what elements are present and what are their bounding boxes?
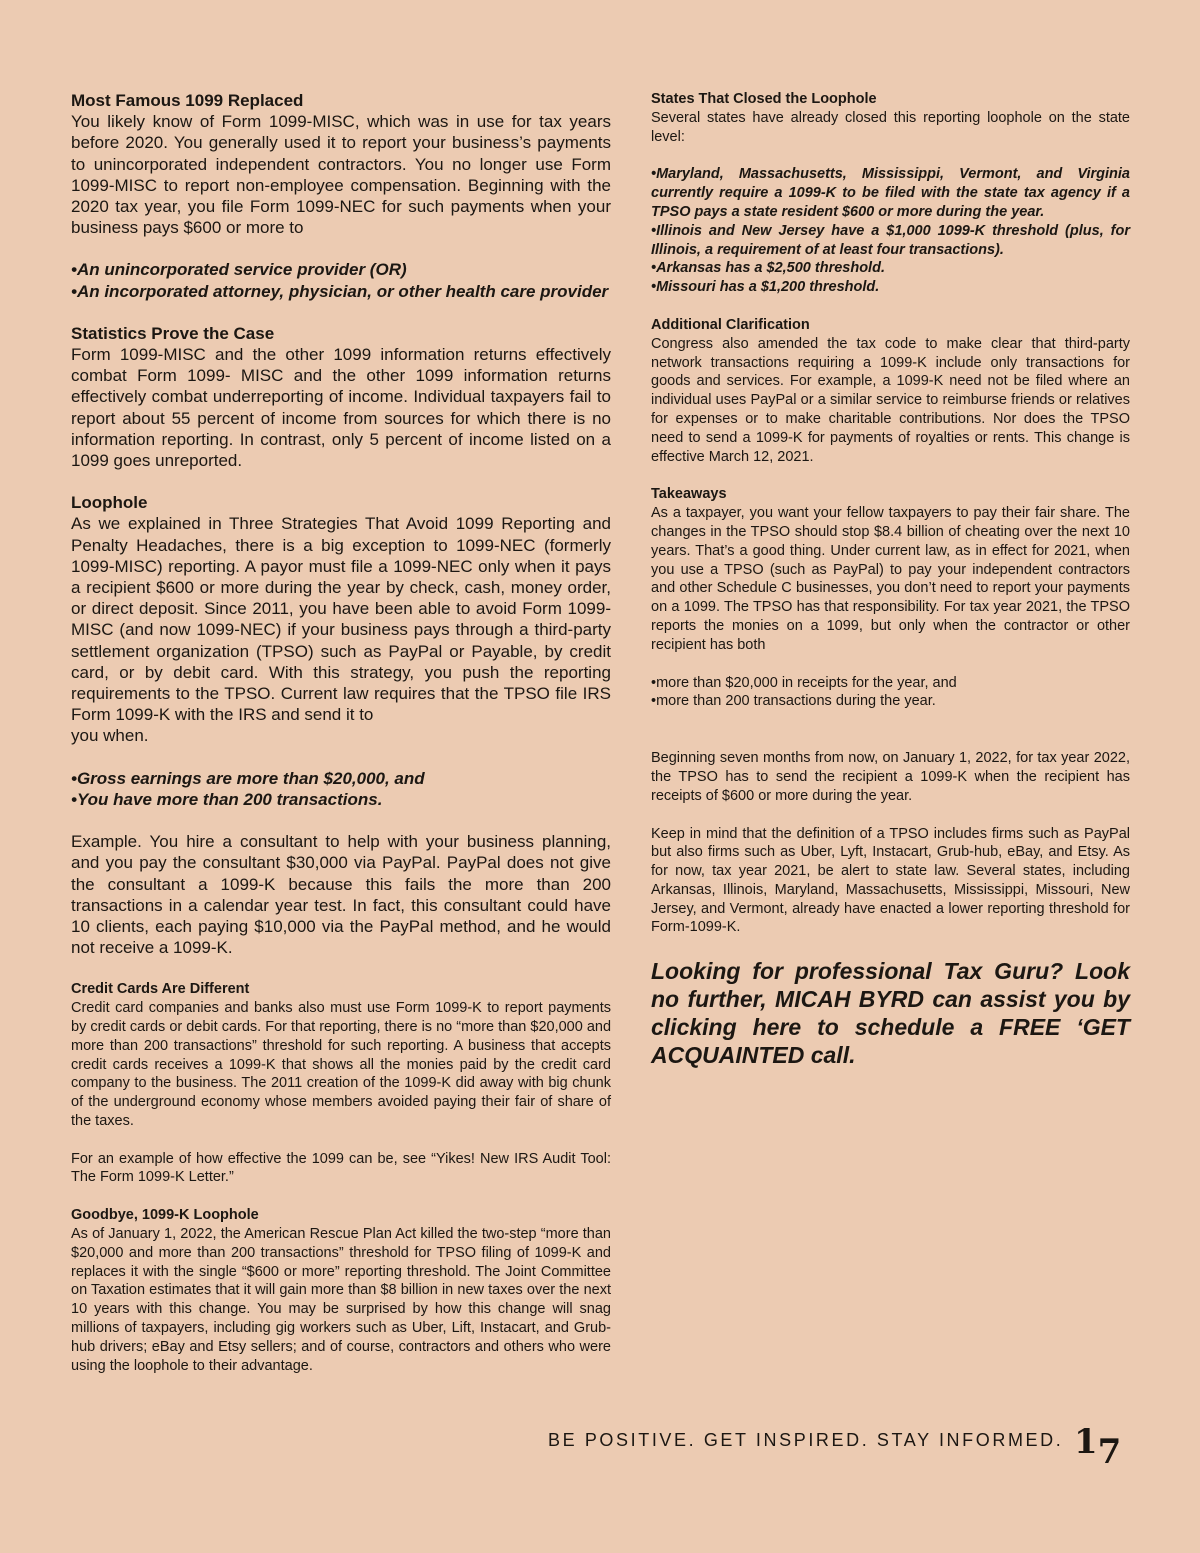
left-column [71,90,611,1375]
bullet-item: •more than 200 transactions during the year. [651,693,936,710]
section-body: Credit card companies and banks also must use Form 1099-K to report payments by credit cards or debit cards. For that reporting, there is no “more than $20,000 and more than 200 transactions” threshold for such reporting. A business that accepts credit cards receives a 1099-K that shows all the monies paid by the credit card company to the business. The 2011 creation of the 1099-K did away with big chunk of the underground economy whose members avoided paying their fair of share of the taxes. [71,1000,612,1129]
example-paragraph: Example. You hire a consultant to help with your business planning, and you pay the consultant $30,000 via PayPal. PayPal does not give the consultant a 1099-K because this fails the more than 200 transactions in a calendar year test. In fact, this consultant could have 10 clients, each paying $10,000 via the PayPal method, and he would not receive a 1099-K. [71,832,611,958]
section-heading: Statistics Prove the Case [71,323,275,343]
bullet-item: •An unincorporated service provider (OR) [71,260,407,280]
bullet-item: •Missouri has a $1,200 threshold. [651,279,880,296]
bullet-item: •An incorporated attorney, physician, or other health care provider [71,281,609,301]
bullet-item: •You have more than 200 transactions. [71,789,383,809]
section-body: As we explained in Three Strategies That Avoid 1099 Reporting and Penalty Headaches, there is a big exception to 1099-NEC (formerly 1099-MISC) reporting. A payor must file a 1099-NEC only when it pays a recipient $600 or more during the year by check, cash, money order, or direct deposit. Since 2011, you have been able to avoid Form 1099-MISC (and now 1099-NEC) if your business pays through a third-party settlement organization (TPSO) such as PayPal or Payable, by credit card, or by debit card. With this strategy, you push the reporting requirements to the TPSO. Current law requires that the TPSO file IRS Form 1099-K with the IRS and send it to [71,514,611,725]
page-number [1074,1422,1122,1472]
section-body-end: you when. [71,726,149,746]
section-most-famous [71,90,611,958]
bullet-item: •Illinois and New Jersey have a $1,000 1099-K threshold (plus, for Illinois, a requirement of at least four transactions). [651,222,1130,258]
section-body: You likely know of Form 1099-MISC, which was in use for tax years before 2020. You generally used it to report your business’s payments to unincorporated independent contractors. You no longer use Form 1099-MISC to report non-employee compensation. Beginning with the 2020 tax year, you file Form 1099-NEC for such payments when your business pays $600 or more to [71,112,611,238]
footer-tagline: BE POSITIVE. GET INSPIRED. STAY INFORMED. [548,1430,1064,1450]
bullet-item: •Gross earnings are more than $20,000, and [71,768,425,788]
section-states [651,90,1130,937]
section-paragraph: Beginning seven months from now, on January 1, 2022, for tax year 2022, the TPSO has to send the recipient a 1099-K when the recipient has receipts of $600 or more during the year. [651,750,1130,804]
page-digit: 7 [1097,1432,1122,1472]
right-column [651,90,1130,1069]
section-heading: Most Famous 1099 Replaced [71,91,304,110]
bullet-item: •Arkansas has a $2,500 threshold. [651,260,885,277]
section-credit-cards [71,980,611,1375]
bullet-item: •Maryland, Massachusetts, Mississippi, Vermont, and Virginia currently require a 1099-K to be filed with the state tax agency if a TPSO pays a state resident $600 or more during the year. [651,166,1130,220]
bullet-item: •more than $20,000 in receipts for the year, and [651,674,957,691]
section-body: Congress also amended the tax code to make clear that third-party network transactions requiring a 1099-K include only transactions for goods and services. For example, a 1099-K need not be filed where an individual uses PayPal or a similar service to reimburse friends or relatives for expenses or to make charitable contributions. Nor does the TPSO need to send a 1099-K for payments of royalties or rents. This change is effective March 12, 2021. [651,335,1130,465]
section-body: As a taxpayer, you want your fellow taxpayers to pay their fair share. The changes in the TPSO should stop $8.4 billion of cheating over the next 10 years. That’s a good thing. Under current law, as in effect for 2021, when you use a TPSO (such as PayPal) to pay your independent contractors and other Schedule C businesses, you don’t need to report your payments on a 1099. The TPSO has that responsibility. For tax year 2021, the TPSO reports the monies on a 1099, but only when the contractor or other recipient has both [651,505,1130,653]
schedule-call-link[interactable]: Looking for professional Tax Guru? Look no further, MICAH BYRD can assist you by clicking here to schedule a FREE ‘GET ACQUAINTED call. [651,958,1130,1069]
section-heading: Takeaways [651,486,727,503]
section-body: Form 1099-MISC and the other 1099 information returns effectively combat Form 1099- MISC and the other 1099 information returns effectively combat underreporting of income. Individual taxpayers fail to report about 55 percent of income from sources for which there is no information reporting. In contrast, only 5 percent of income listed on a 1099 goes unreported. [71,345,611,471]
section-heading: States That Closed the Loophole [651,91,877,107]
page-footer [548,1422,1120,1472]
section-body: As of January 1, 2022, the American Rescue Plan Act killed the two-step “more than $20,000 and more than 200 transactions” threshold for TPSO filing of 1099-K and replaces it with the single “$600 or more” reporting threshold. The Joint Committee on Taxation estimates that it will gain more than $8 billion in new taxes over the next 10 years with this change. You may be surprised by how this change will snag millions of taxpayers, including gig workers such as Uber, Lift, Instacart, and Grub-hub drivers; eBay and Etsy sellers; and of course, contractors and others who were using the loophole to their advantage. [71,1226,611,1374]
section-heading: Loophole [71,493,148,513]
section-paragraph: Keep in mind that the definition of a TPSO includes firms such as PayPal but also firms such as Uber, Lyft, Instacart, Grub-hub, eBay, and Etsy. As for now, tax year 2021, be alert to state law. Several states, including Arkansas, Illinois, Maryland, Massachusetts, Mississippi, Missouri, New Jersey, and Vermont, already have enacted a lower reporting threshold for Form-1099-K. [651,825,1130,936]
section-body: Several states have already closed this reporting loophole on the state level: [651,109,1130,145]
section-note: For an example of how effective the 1099 can be, see “Yikes! New IRS Audit Tool: The Form 1099-K Letter.” [71,1150,611,1186]
page-digit: 1 [1074,1422,1098,1462]
section-heading: Credit Cards Are Different [71,981,250,998]
section-heading: Goodbye, 1099-K Loophole [71,1207,259,1224]
section-heading: Additional Clarification [651,316,810,333]
